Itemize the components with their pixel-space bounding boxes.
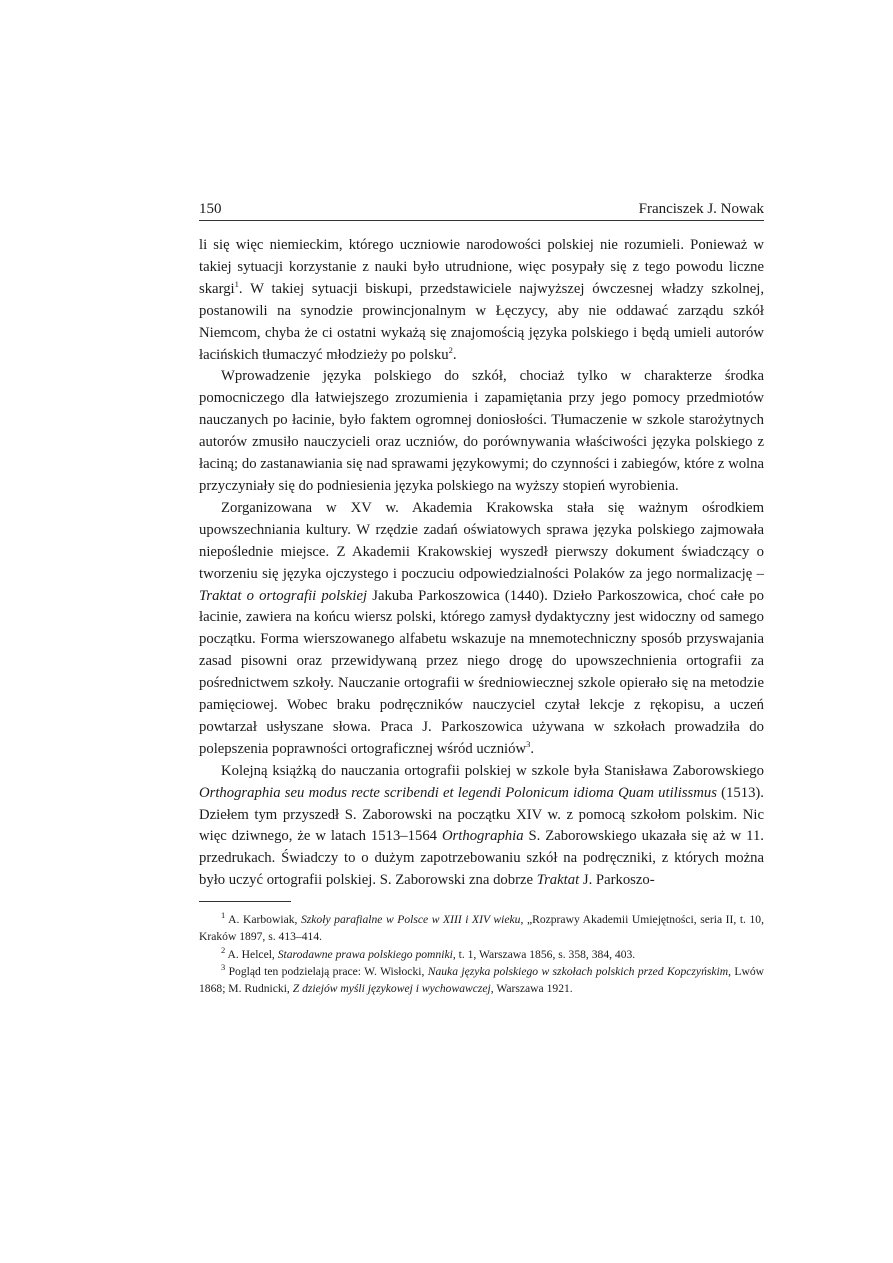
text-run: A. Karbowiak, <box>225 913 301 927</box>
footnote <box>199 946 764 963</box>
text-run: , „Rozprawy Akademii Umiejętności, seria II, t. 10, Kraków 1897, s. 413–414. <box>199 913 764 944</box>
text-run: Pogląd ten podzielają prace: W. Wisłocki, <box>225 964 428 978</box>
footnote-reference: 1 <box>234 278 239 289</box>
text-run: S. Zaborowskiego ukazała się aż w 11. przedrukach. Świadczy to o dużym zapotrzebowaniu szkół na podręczniki, z których można było uczyć ortografii polskiej. S. Zaborowski zna dobrze <box>199 828 764 889</box>
text-run: , Warszawa 1921. <box>490 982 573 995</box>
italic-title: Starodawne prawa polskiego pomniki <box>277 947 453 961</box>
paragraph <box>199 761 764 892</box>
footnote <box>199 963 764 997</box>
footnote-number: 3 <box>221 961 226 972</box>
main-text <box>199 235 764 892</box>
italic-title: Traktat <box>536 872 580 889</box>
footnote-separator <box>199 901 291 902</box>
italic-title: Z dziejów myśli językowej i wychowawczej <box>292 982 491 995</box>
text-run: . <box>530 740 535 757</box>
text-run: A. Helcel, <box>225 947 278 961</box>
paragraph <box>199 366 764 497</box>
italic-title: Szkoły parafialne w Polsce w XIII i XIV wieku <box>300 913 521 927</box>
footnote-reference: 3 <box>526 738 531 749</box>
paragraph <box>199 235 764 366</box>
footnote <box>199 911 764 945</box>
footnote-number: 1 <box>221 910 226 921</box>
running-author: Franciszek J. Nowak <box>638 201 764 217</box>
text-run: J. Parkoszo- <box>579 872 655 889</box>
text-run: , t. 1, Warszawa 1856, s. 358, 384, 403. <box>452 947 636 961</box>
text-run: , Lwów 1868; M. Rudnicki, <box>199 964 765 995</box>
text-run: Zorganizowana w XV w. Akademia Krakowska stała się ważnym ośrodkiem upowszechniania kultury. W rzędzie zadań oświatowych sprawa języka polskiego zajmowała niepoślednie miejsce. Z Akademii Krakowskiej wyszedł pierwszy dokument świadczący o tworzeniu się języka ojczystego i poczuciu odpowiedzialności Polaków za jego normalizację – <box>199 499 764 582</box>
text-run: . W takiej sytuacji biskupi, przedstawiciele najwyższej ówczesnej władzy szkolnej, postanowili na synodzie prowincjonalnym w Łęczycy, aby nie oddawać zarządu szkół Niemcom, chyba że ci ostatni wykażą się znajomością języka polskiego i będą umieli autorów łacińskich tłumaczyć młodzieży po polsku <box>199 280 764 363</box>
page-number: 150 <box>199 201 222 217</box>
text-run: li się więc niemieckim, którego uczniowie narodowości polskiej nie rozumieli. Ponieważ w takiej sytuacji korzystanie z nauki było utrudnione, więc posypały się z tego powodu liczne skargi <box>199 237 764 297</box>
italic-title: Nauka języka polskiego w szkołach polskich przed Kopczyńskim <box>427 964 729 978</box>
text-run: . <box>452 346 457 363</box>
text-run: Kolejną książką do nauczania ortografii polskiej w szkole była Stanisława Zaborowskiego <box>221 762 764 779</box>
footnote-reference: 2 <box>448 344 453 355</box>
running-header <box>199 200 764 221</box>
italic-title: Orthographia <box>441 828 524 845</box>
footnotes <box>199 911 764 997</box>
italic-title: Orthographia seu modus recte scribendi et legendi Polonicum idioma Quam utilissmus <box>199 784 717 801</box>
text-run: Jakuba Parkoszowica (1440). Dzieło Parkoszowica, choć całe po łacinie, zawiera na końcu wiersz polski, którego zamysł dydaktyczny jest widoczny od samego początku. Forma wierszowanego alfabetu wskazuje na mnemotechniczny sposób przyswajania zasad pisowni oraz przewidywaną przez niego drogę do upowszechnienia ortografii za pośrednictwem szkoły. Nauczanie ortografii w średniowiecznej szkole opierało się na metodzie pamięciowej. Wobec braku podręczników nauczyciel czytał lekcje z rękopisu, a uczeń powtarzał usłyszane słowa. Praca J. Parkoszowica używana w szkołach prowadziła do polepszenia poprawności ortograficznej wśród uczniów <box>199 587 764 757</box>
italic-title: Traktat o ortografii polskiej <box>199 587 368 604</box>
paragraph <box>199 498 764 761</box>
text-run: Wprowadzenie języka polskiego do szkół, chociaż tylko w charakterze środka pomocniczego dla łatwiejszego zrozumienia i zapamiętania przy jego pomocy przedmiotów nauczanych po łacinie, było faktem ogromnej doniosłości. Tłumaczenie w szkole starożytnych autorów zmusiło nauczycieli oraz uczniów, do porównywania właściwości języka polskiego z łaciną; do zastanawiania się nad sprawami językowymi; do czynności i zabiegów, które z wolna przyczyniały się do podniesienia języka polskiego na wyższy stopień wyrobienia. <box>199 368 764 494</box>
book-page <box>199 200 764 997</box>
footnote-number: 2 <box>221 944 226 955</box>
text-run: (1513). Dziełem tym przyszedł S. Zaborowski na początku XIV w. z pomocą szkołom polskim. Nic więc dziwnego, że w latach 1513–1564 <box>199 784 764 845</box>
